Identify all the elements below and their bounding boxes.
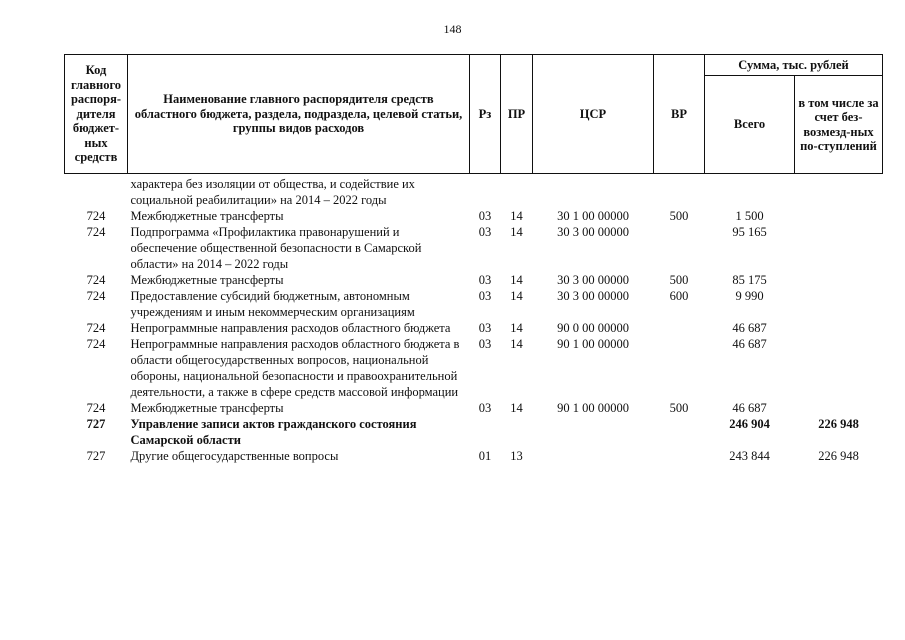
cell-vr	[654, 174, 705, 209]
table-row	[65, 320, 883, 336]
cell-free	[795, 336, 883, 400]
cell-vr: 500	[669, 401, 689, 415]
cell-csr: 30 3 00 00000	[557, 273, 629, 287]
cell-total: 243 844	[729, 449, 770, 463]
cell-name: характера без изоляции от общества, и содействие их социальной реабилитации» на 2014 – 2022 годы	[130, 177, 415, 207]
header-row-1	[65, 55, 883, 76]
table-body	[65, 174, 883, 465]
cell-code: 727	[86, 449, 106, 463]
cell-pr: 14	[510, 289, 523, 303]
cell-total: 46 687	[732, 337, 767, 351]
cell-rz: 03	[478, 209, 492, 223]
table-row	[65, 224, 883, 272]
cell-code: 724	[86, 225, 106, 239]
table-header	[65, 55, 883, 174]
cell-rz: 03	[478, 289, 492, 303]
cell-vr: 500	[669, 209, 689, 223]
cell-name: Предоставление субсидий бюджетным, автономным учреждениям и иным некоммерческим организациям	[130, 289, 415, 319]
cell-rz: 03	[478, 225, 492, 239]
budget-table	[64, 54, 883, 464]
cell-csr: 30 1 00 00000	[557, 209, 629, 223]
cell-total: 246 904	[729, 417, 770, 431]
cell-code: 724	[86, 289, 106, 303]
cell-code: 727	[86, 417, 106, 431]
cell-code: 724	[86, 273, 106, 287]
cell-total: 46 687	[732, 401, 767, 415]
cell-total: 85 175	[732, 273, 767, 287]
cell-rz: 03	[478, 337, 492, 351]
cell-free	[795, 174, 883, 209]
cell-name: Межбюджетные трансферты	[130, 401, 284, 415]
cell-csr	[533, 448, 654, 464]
cell-free: 226 948	[818, 417, 859, 431]
cell-pr: 14	[510, 273, 523, 287]
table-row	[65, 448, 883, 464]
header-csr: ЦСР	[533, 55, 654, 174]
cell-pr: 14	[510, 401, 523, 415]
cell-pr: 14	[510, 321, 523, 335]
cell-name: Управление записи актов гражданского состояния Самарской области	[130, 417, 417, 447]
table-row	[65, 288, 883, 320]
cell-vr	[654, 448, 705, 464]
header-sum-group: Сумма, тыс. рублей	[705, 55, 883, 76]
cell-vr	[654, 336, 705, 400]
cell-csr: 90 1 00 00000	[557, 401, 629, 415]
cell-csr	[533, 416, 654, 448]
cell-free	[795, 400, 883, 416]
table-row	[65, 174, 883, 209]
header-total: Всего	[705, 76, 795, 174]
cell-total: 46 687	[732, 321, 767, 335]
cell-pr: 14	[510, 337, 523, 351]
cell-free	[795, 224, 883, 272]
cell-rz: 01	[478, 449, 492, 463]
header-pr: ПР	[501, 55, 533, 174]
cell-name: Межбюджетные трансферты	[130, 209, 284, 223]
header-name: Наименование главного распорядителя средств областного бюджета, раздела, подраздела, целевой статьи, группы видов расходов	[128, 55, 470, 174]
cell-name: Другие общегосударственные вопросы	[130, 449, 339, 463]
cell-pr: 14	[510, 225, 523, 239]
page-number: 148	[443, 22, 462, 36]
cell-vr	[654, 224, 705, 272]
cell-code: 724	[86, 401, 106, 415]
cell-vr	[654, 320, 705, 336]
cell-code: 724	[86, 209, 106, 223]
cell-pr	[501, 174, 533, 209]
cell-total: 9 990	[735, 289, 764, 303]
cell-rz	[470, 416, 501, 448]
cell-free	[795, 288, 883, 320]
cell-total: 95 165	[732, 225, 767, 239]
cell-csr: 30 3 00 00000	[557, 289, 629, 303]
cell-code	[65, 174, 128, 209]
table-row	[65, 272, 883, 288]
cell-pr: 13	[510, 449, 523, 463]
cell-rz: 03	[478, 273, 492, 287]
table-row	[65, 208, 883, 224]
cell-free	[795, 320, 883, 336]
header-vr: ВР	[654, 55, 705, 174]
cell-rz: 03	[478, 401, 492, 415]
cell-rz	[470, 174, 501, 209]
cell-csr: 30 3 00 00000	[557, 225, 629, 239]
cell-pr: 14	[510, 209, 523, 223]
table-row	[65, 416, 883, 448]
cell-code: 724	[86, 337, 106, 351]
cell-rz: 03	[478, 321, 492, 335]
cell-name: Подпрограмма «Профилактика правонарушений и обеспечение общественной безопасности в Самарской области» на 2014 – 2022 годы	[130, 225, 422, 271]
cell-vr: 600	[669, 289, 689, 303]
cell-name: Непрограммные направления расходов областного бюджета в области общегосударственных вопросов, национальной обороны, национальной безопасности и правоохранительной деятельности, а также в сфере средств массовой информации	[130, 337, 460, 399]
cell-free	[795, 272, 883, 288]
table-row	[65, 336, 883, 400]
cell-csr	[533, 174, 654, 209]
cell-name: Непрограммные направления расходов областного бюджета	[130, 321, 451, 335]
header-code: Код главного распоря-дителя бюджет-ных средств	[65, 55, 128, 174]
cell-total: 1 500	[735, 209, 764, 223]
cell-code: 724	[86, 321, 106, 335]
cell-free	[795, 208, 883, 224]
cell-pr	[501, 416, 533, 448]
cell-total	[705, 174, 795, 209]
cell-csr: 90 1 00 00000	[557, 337, 629, 351]
cell-free: 226 948	[818, 449, 859, 463]
header-free: в том числе за счет без-возмезд-ных по-ступлений	[795, 76, 883, 174]
cell-name: Межбюджетные трансферты	[130, 273, 284, 287]
table-row	[65, 400, 883, 416]
cell-vr: 500	[669, 273, 689, 287]
header-rz: Рз	[470, 55, 501, 174]
cell-vr	[654, 416, 705, 448]
cell-csr: 90 0 00 00000	[557, 321, 629, 335]
